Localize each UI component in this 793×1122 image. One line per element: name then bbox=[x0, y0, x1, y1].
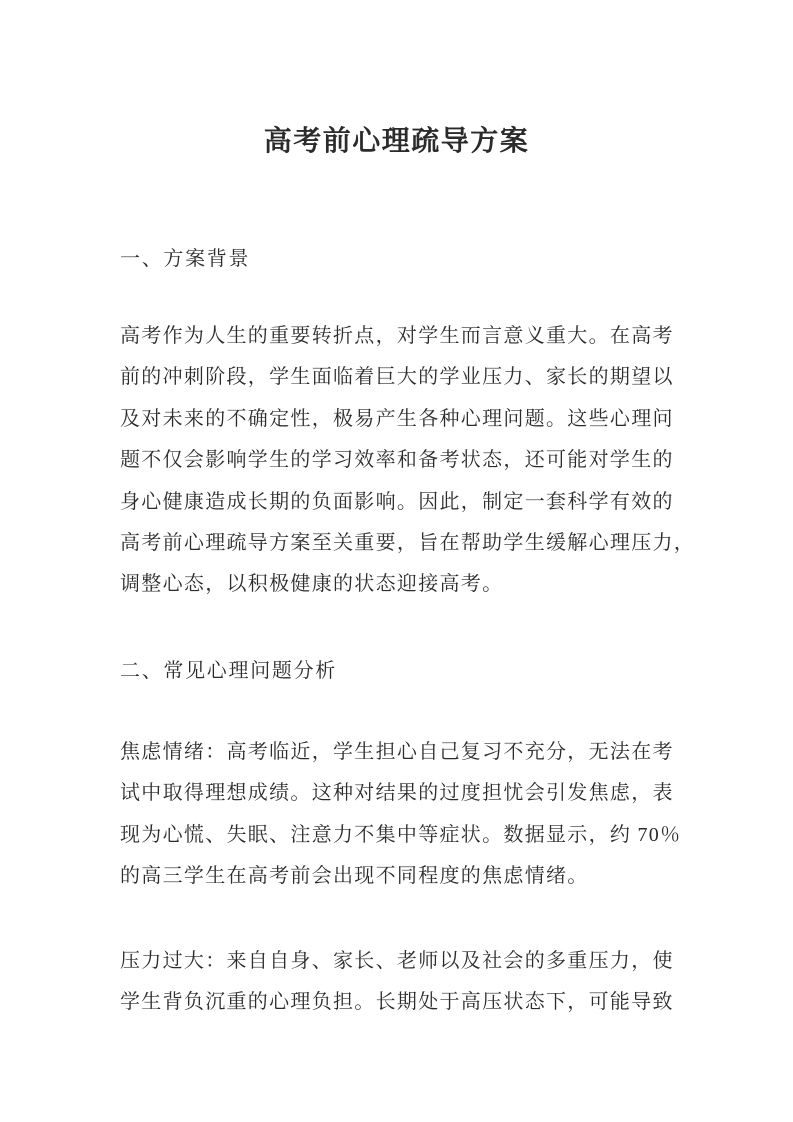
text-line: 调整心态，以积极健康的状态迎接高考。 bbox=[120, 573, 504, 596]
text-line: 焦虑情绪：高考临近，学生担心自己复习不充分，无法在考 bbox=[120, 741, 674, 763]
text-line: 压力过大：来自自身、家长、老师以及社会的多重压力，使 bbox=[120, 950, 674, 972]
text-line: 试中取得理想成绩。这种对结果的过度担忧会引发焦虑，表 bbox=[120, 782, 674, 805]
paragraph-anxiety bbox=[120, 732, 681, 898]
text-line: 身心健康造成长期的负面影响。因此，制定一套科学有效的 bbox=[120, 490, 674, 513]
paragraph-plan-background bbox=[120, 316, 695, 606]
section-heading-problem-analysis: 二、常见心理问题分析 bbox=[120, 660, 337, 682]
text-line: 高考作为人生的重要转折点，对学生而言意义重大。在高考 bbox=[120, 325, 674, 347]
text-line: 题不仅会影响学生的学习效率和备考状态，还可能对学生的 bbox=[120, 449, 674, 472]
section-heading-background: 一、方案背景 bbox=[120, 248, 251, 270]
paragraph-pressure bbox=[120, 941, 674, 1024]
text-line: 的高三学生在高考前会出现不同程度的焦虑情绪。 bbox=[120, 865, 589, 888]
text-line: 高考前心理疏导方案至关重要，旨在帮助学生缓解心理压力， bbox=[120, 532, 696, 555]
text-line: 现为心慌、失眠、注意力不集中等症状。数据显示，约 70％ bbox=[120, 823, 682, 846]
document-title: 高考前心理疏导方案 bbox=[263, 126, 530, 157]
text-line: 前的冲刺阶段，学生面临着巨大的学业压力、家长的期望以 bbox=[120, 366, 674, 389]
text-line: 学生背负沉重的心理负担。长期处于高压状态下，可能导致 bbox=[120, 991, 674, 1014]
text-line: 及对未来的不确定性，极易产生各种心理问题。这些心理问 bbox=[120, 407, 674, 430]
